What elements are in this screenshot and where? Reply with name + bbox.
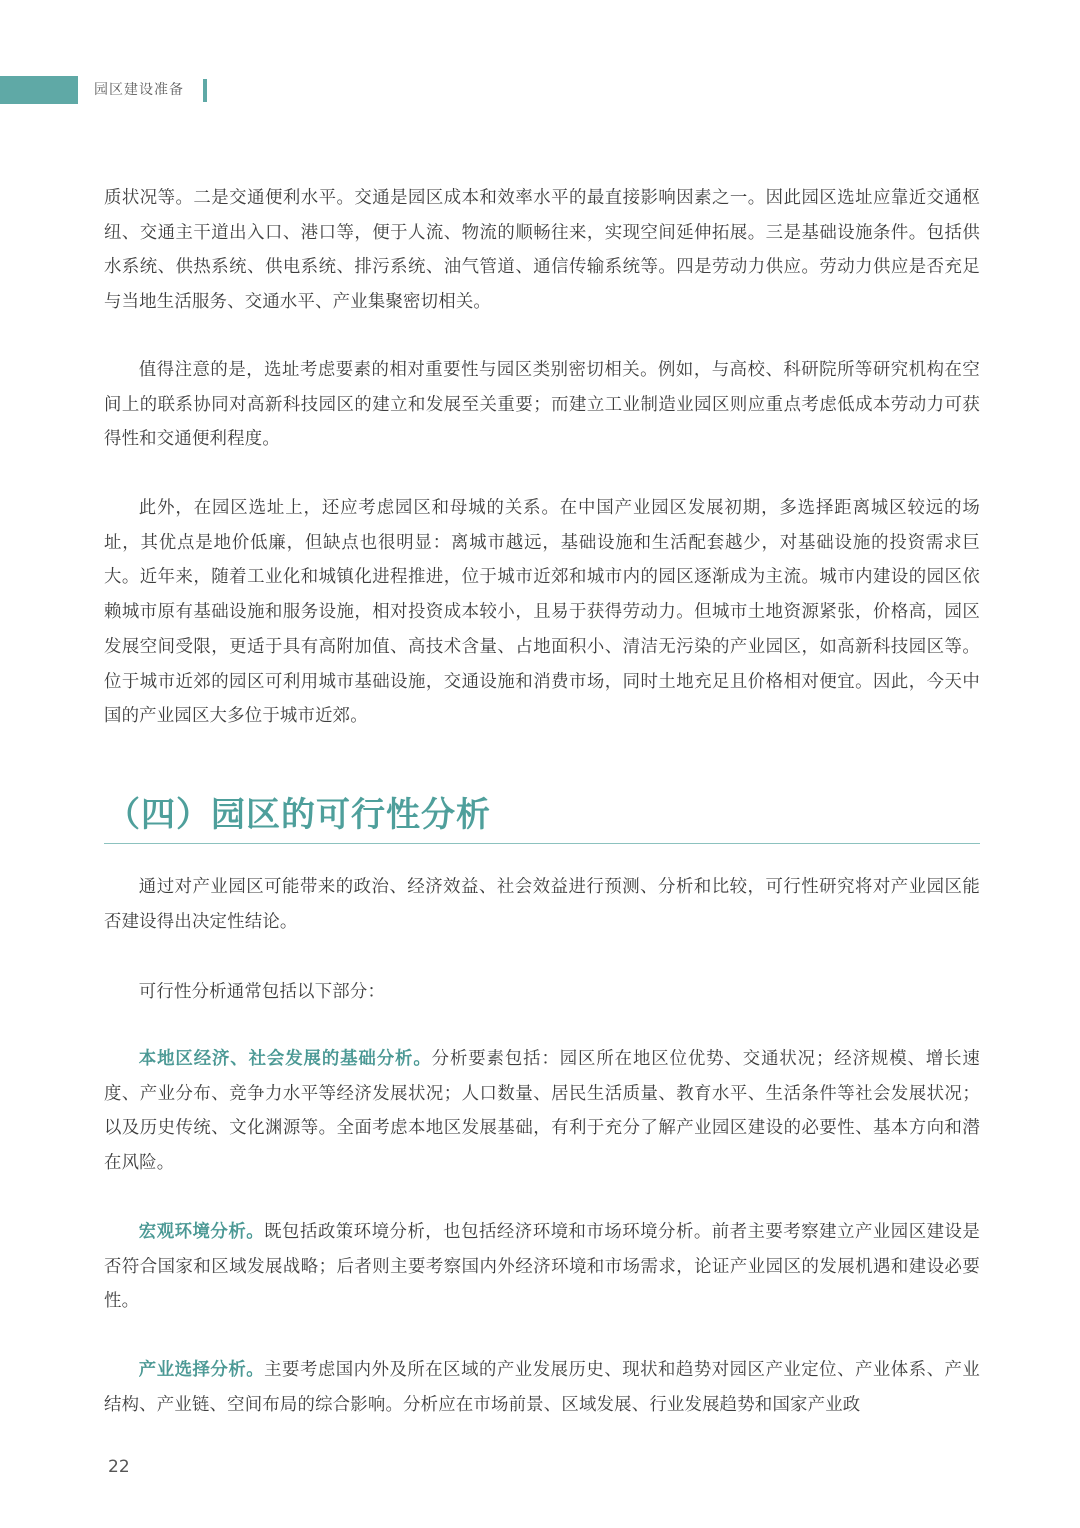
- list-item-text: 主要考虑国内外及所在区域的产业发展历史、现状和趋势对园区产业定位、产业体系、产业结构、产业链、空间布局的综合影响。分析应在市场前景、区域发展、行业发展趋势和国家产业政: [104, 1360, 980, 1415]
- list-item-macro-environment-analysis: [104, 1215, 980, 1319]
- running-header-section-label: 园区建设准备: [94, 82, 184, 98]
- section-heading-rule: [104, 843, 980, 844]
- list-item-text: 既包括政策环境分析，也包括经济环境和市场环境分析。前者主要考察建立产业园区建设是否符合国家和区域发展战略；后者则主要考察国内外经济环境和市场需求，论证产业园区的发展机遇和建设必要性。: [104, 1222, 980, 1312]
- section-heading: （四）园区的可行性分析: [106, 795, 491, 835]
- paragraph-list-intro: 可行性分析通常包括以下部分：: [138, 982, 386, 1002]
- list-item-keyword: 产业选择分析。: [138, 1360, 265, 1380]
- list-item-keyword: 本地区经济、社会发展的基础分析。: [138, 1049, 432, 1069]
- list-item-text: 分析要素包括：园区所在地区位优势、交通状况；经济规模、增长速度、产业分布、竞争力水平等经济发展状况；人口数量、居民生活质量、教育水平、生活条件等社会发展状况；以及历史传统、文化渊源等。全面考虑本地区发展基础，有利于充分了解产业园区建设的必要性、基本方向和潜在风险。: [104, 1049, 980, 1174]
- list-item-industry-selection-analysis: [104, 1353, 980, 1422]
- list-item-local-basis-analysis: [104, 1042, 980, 1181]
- paragraph-park-and-city: 此外，在园区选址上，还应考虑园区和母城的关系。在中国产业园区发展初期，多选择距离城区较远的场址，其优点是地价低廉，但缺点也很明显：离城市越远，基础设施和生活配套越少，对基础设施的投资需求巨大。近年来，随着工业化和城镇化进程推进，位于城市近郊和城市内的园区逐渐成为主流。城市内建设的园区依赖城市原有基础设施和服务设施，相对投资成本较小，且易于获得劳动力。但城市土地资源紧张，价格高，园区发展空间受限，更适于具有高附加值、高技术含量、占地面积小、清洁无污染的产业园区，如高新科技园区等。位于城市近郊的园区可利用城市基础设施，交通设施和消费市场，同时土地充足且价格相对便宜。因此，今天中国的产业园区大多位于城市近郊。: [104, 498, 980, 727]
- header-divider-mark: [203, 79, 207, 102]
- header-accent-bar: [0, 76, 78, 104]
- paragraph-factor-importance: 值得注意的是，选址考虑要素的相对重要性与园区类别密切相关。例如，与高校、科研院所等研究机构在空间上的联系协同对高新科技园区的建立和发展至关重要；而建立工业制造业园区则应重点考虑低成本劳动力可获得性和交通便利程度。: [104, 360, 980, 450]
- page-number: 22: [108, 1457, 130, 1477]
- paragraph-feasibility-intro: 通过对产业园区可能带来的政治、经济效益、社会效益进行预测、分析和比较，可行性研究将对产业园区能否建设得出决定性结论。: [104, 877, 980, 932]
- paragraph-site-factors: 质状况等。二是交通便利水平。交通是园区成本和效率水平的最直接影响因素之一。因此园区选址应靠近交通枢纽、交通主干道出入口、港口等，便于人流、物流的顺畅往来，实现空间延伸拓展。三是基础设施条件。包括供水系统、供热系统、供电系统、排污系统、油气管道、通信传输系统等。四是劳动力供应。劳动力供应是否充足与当地生活服务、交通水平、产业集聚密切相关。: [104, 188, 980, 313]
- list-item-keyword: 宏观环境分析。: [138, 1222, 265, 1242]
